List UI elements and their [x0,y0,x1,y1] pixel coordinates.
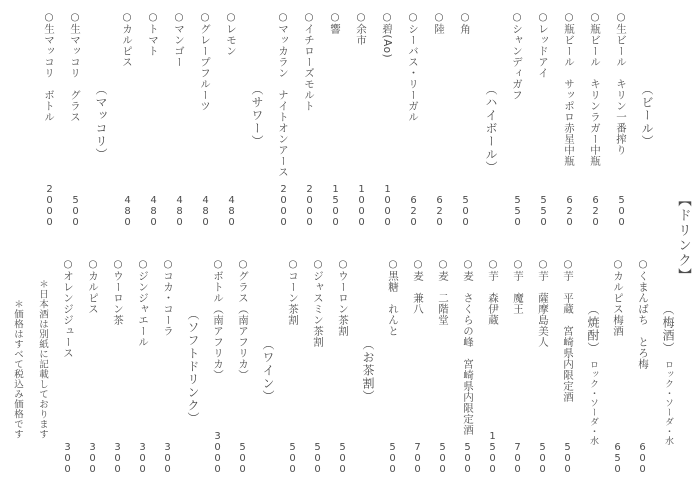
item-label: ○芋 森伊蔵 [487,258,499,326]
item-label: ○ボトル（南アフリカ） [212,258,224,381]
item-label: ○生マッコリ グラス [69,11,81,123]
section-header [355,258,380,475]
item-label: ○カルピス梅酒 [612,258,624,337]
item-label: ○ウーロン茶 [112,258,124,326]
section-header [634,11,660,228]
item-label: ○レモン [225,11,237,57]
item-price: 500 [337,442,348,475]
section-header [255,258,280,475]
item-label: ○オレンジジュース [62,258,74,359]
item-price: 1500 [487,431,498,475]
item-label: ○カルピス [87,258,99,315]
menu-item [530,258,555,475]
menu-item [105,258,130,475]
item-label: ＊日本酒は別紙に記載しております [37,279,48,439]
menu-item [605,258,630,475]
header-label: （マッコリ） [94,83,108,161]
menu-item [140,11,166,228]
item-label: ○芋 平蔵 宮崎県内限定酒 [562,258,574,403]
menu-item [322,11,348,228]
menu-item [155,258,180,475]
menu-item [530,11,556,228]
menu-item [452,11,478,228]
item-label: ○角 [459,11,471,35]
item-price: 300 [112,442,123,475]
header-note: ロック・ソーダ・水 [663,360,673,446]
header-label: （ソフトドリンク） [186,308,200,425]
menu-item [426,11,452,228]
item-price: 550 [538,195,549,228]
item-price: 480 [122,195,133,228]
item-price: 650 [612,442,623,475]
item-price: 300 [87,442,98,475]
menu-item [192,11,218,228]
menu-item [130,258,155,475]
menu-item [400,11,426,228]
menu-item [608,11,634,228]
section-header [244,11,270,228]
section-header [180,258,205,475]
item-price: 480 [226,195,237,228]
item-label: ○瓶ビール キリンラガー中瓶 [589,11,601,167]
item-price: 2000 [278,184,289,228]
item-label: ○マッカラン ナイトオンアース [277,11,289,178]
item-price: 480 [148,195,159,228]
item-label: ○芋 薩摩島美人 [537,258,549,348]
item-label: ○シャンディガフ [511,11,523,101]
menu-item [374,11,400,228]
item-price: 480 [200,195,211,228]
item-price: 600 [637,442,648,475]
item-label: ○生ビール キリン一番搾り [615,11,627,156]
menu-item [555,258,580,475]
menu-item [62,11,88,228]
item-label: ○コカ・コーラ [162,258,174,337]
menu-item [330,258,355,475]
item-price: 1500 [330,184,341,228]
item-price: 300 [162,442,173,475]
item-price: 2000 [44,184,55,228]
item-price: 480 [174,195,185,228]
item-label: ○余市 [355,11,367,46]
header-label: （ビール） [640,83,654,148]
item-price: 500 [70,195,81,228]
menu-item [405,258,430,475]
item-label: ○イチローズモルト [303,11,315,112]
item-price: 500 [237,442,248,475]
item-label: ○コーン茶割 [287,258,299,326]
menu-item [55,258,80,475]
menu-item [296,11,322,228]
item-price: 620 [590,195,601,228]
item-label: ○ジャスミン茶割 [312,258,324,348]
item-price: 3000 [212,431,223,475]
item-price: 1000 [356,184,367,228]
item-price: 620 [408,195,419,228]
menu-item [166,11,192,228]
item-price: 500 [437,442,448,475]
menu-item [36,11,62,228]
item-label: ＊価格はすべて税込み価格です [12,299,23,439]
menu-item [218,11,244,228]
item-price: 550 [512,195,523,228]
item-price: 620 [434,195,445,228]
menu-item [582,11,608,228]
item-price: 700 [512,442,523,475]
menu-item [380,258,405,475]
item-price: 500 [462,442,473,475]
item-price: 500 [287,442,298,475]
menu-item [230,258,255,475]
section-header [655,258,680,475]
item-label: ○くまんばち とろ梅 [637,258,649,370]
section-header [580,258,605,475]
item-price: 1000 [382,184,393,228]
item-price: 500 [537,442,548,475]
item-price: 620 [564,195,575,228]
item-price: 500 [460,195,471,228]
item-label: ○ウーロン茶割 [337,258,349,337]
footnote [30,258,55,475]
item-label: ○グレープフルーツ [199,11,211,112]
footnote [5,258,30,475]
menu-item [270,11,296,228]
item-label: ○黒糖 れんと [387,258,399,337]
menu-title: 【ドリンク】 [675,193,691,283]
item-label: ○陸 [433,11,445,35]
item-label: ○レッドアイ [537,11,549,79]
menu-item [280,258,305,475]
menu-item [504,11,530,228]
header-label: （ワイン） [261,338,275,403]
header-label: （サワー） [250,83,264,148]
item-price: 700 [412,442,423,475]
item-label: ○生マッコリ ボトル [43,11,55,123]
menu-item [455,258,480,475]
item-label: ○カルピス [121,11,133,68]
item-label: ○麦 さくらの峰 宮崎県内限定酒 [462,258,474,436]
section-header [478,11,504,228]
menu-item [348,11,374,228]
header-label: （ハイボール） [484,83,498,174]
item-price: 500 [616,195,627,228]
item-price: 300 [137,442,148,475]
menu-section-bottom [5,258,680,475]
item-label: ○マンゴー [173,11,185,68]
item-label: ○碧(Ao) [381,11,393,59]
item-price: 500 [312,442,323,475]
item-label: ○トマト [147,11,159,57]
menu-item [305,258,330,475]
item-price: 2000 [304,184,315,228]
menu-item [480,258,505,475]
item-price: 300 [62,442,73,475]
item-label: ○麦 二階堂 [437,258,449,326]
header-label: （梅酒） [661,303,675,355]
header-note: ロック・ソーダ・水 [588,360,598,446]
item-label: ○麦 兼八 [412,258,424,315]
menu-item [430,258,455,475]
header-label: （焼酎） [586,303,600,355]
section-header [88,11,114,228]
item-label: ○響 [329,11,341,35]
menu-item [630,258,655,475]
menu-item [556,11,582,228]
item-price: 500 [387,442,398,475]
item-label: ○グラス（南アフリカ） [237,258,249,381]
item-label: ○シーバス・リーガル [407,11,419,123]
menu-item [205,258,230,475]
menu-item [80,258,105,475]
item-label: ○芋 魔王 [512,258,524,315]
menu-item [505,258,530,475]
item-label: ○瓶ビール サッポロ赤星中瓶 [563,11,575,167]
header-label: （お茶割） [361,338,375,403]
menu-section-top [36,11,660,228]
item-label: ○ジンジャエール [137,258,149,348]
item-price: 500 [562,442,573,475]
menu-item [114,11,140,228]
